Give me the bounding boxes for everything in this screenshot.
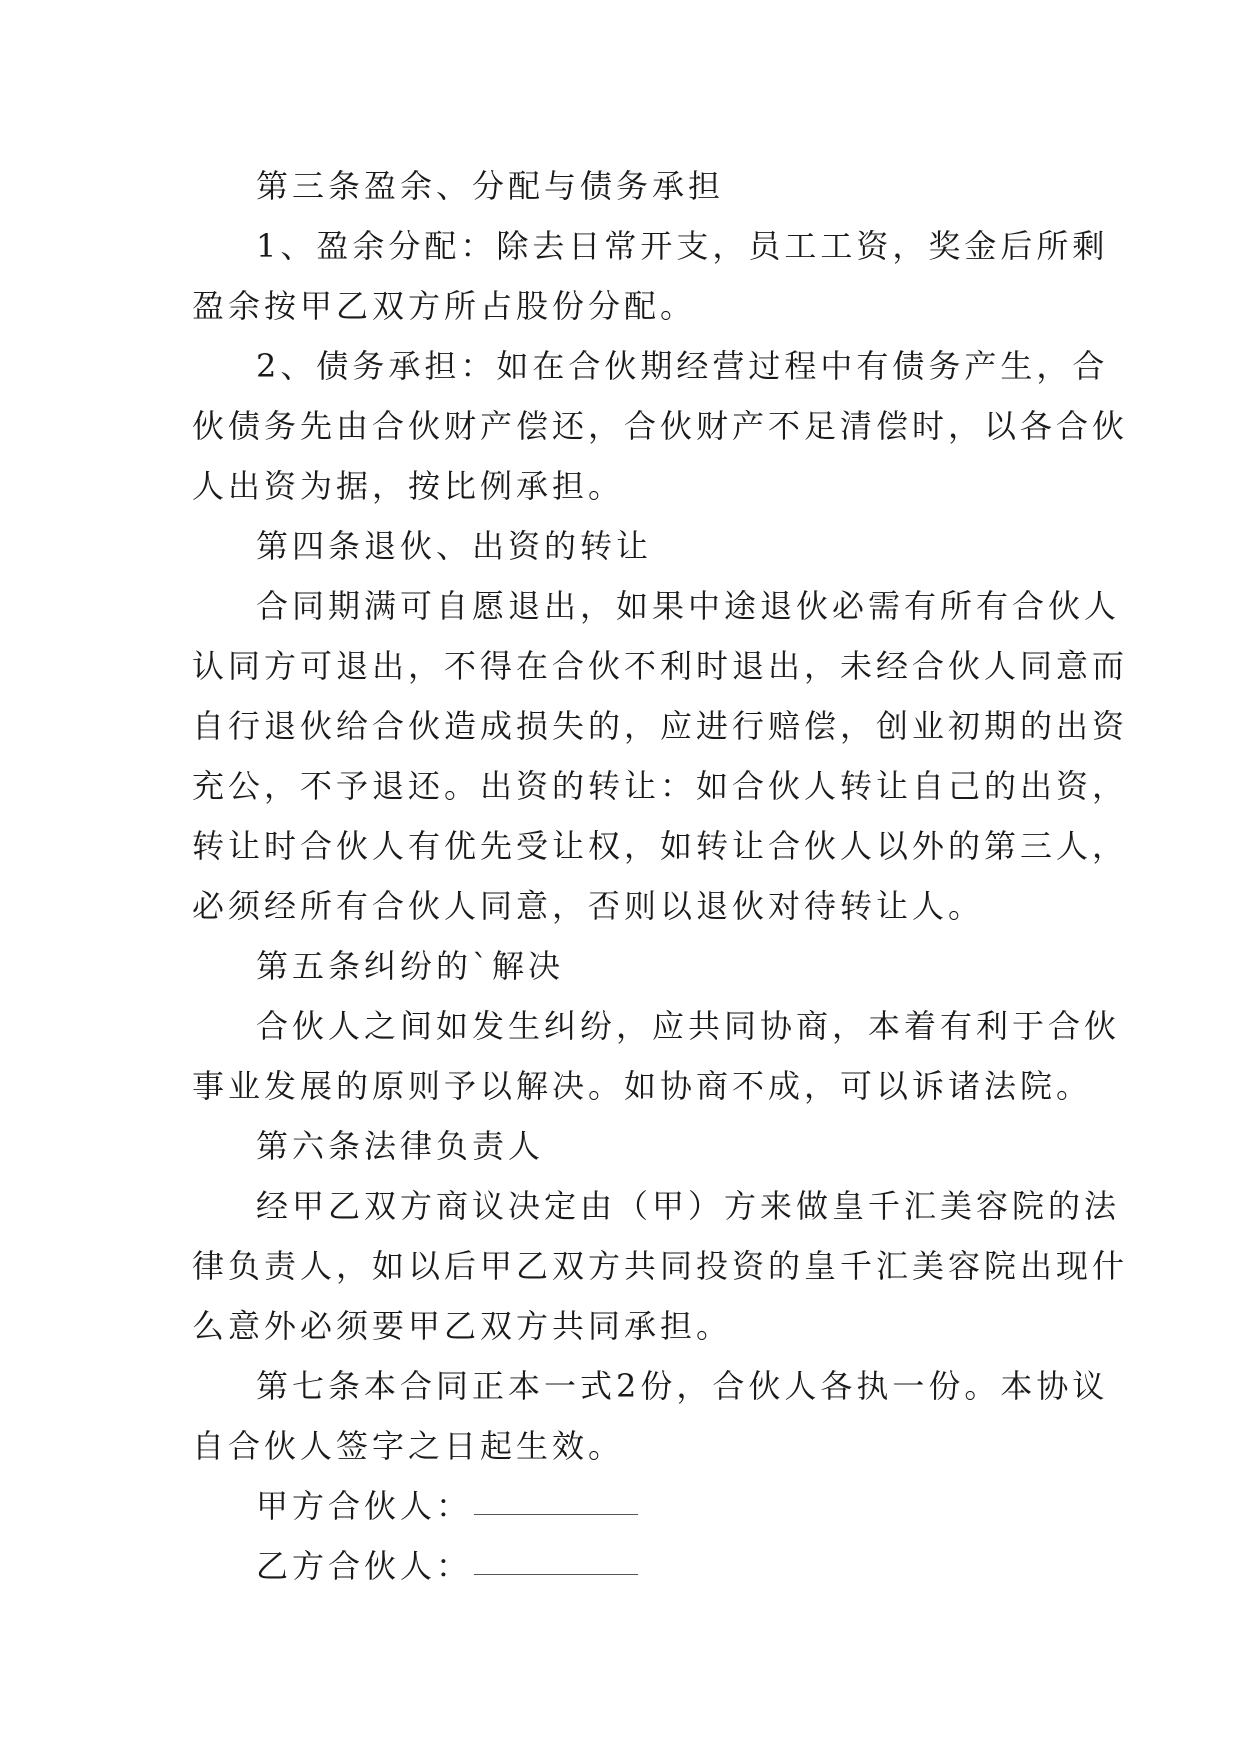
text-line: 第五条纠纷的`解决 <box>256 947 565 985</box>
document-body <box>192 156 1129 1476</box>
party-a-label: 甲方合伙人： <box>256 1487 473 1525</box>
text-line: 合同期满可自愿退出，如果中途退伙必需有所有合伙人 <box>256 587 1121 625</box>
text-line: 必须经所有合伙人同意，否则以退伙对待转让人。 <box>192 887 985 925</box>
document-page <box>192 156 1129 1596</box>
text-line: 1、盈余分配：除去日常开支，员工工资，奖金后所剩 <box>256 227 1109 265</box>
text-line: 自合伙人签字之日起生效。 <box>192 1427 625 1465</box>
text-line: 自行退伙给合伙造成损失的，应进行赔偿，创业初期的出资 <box>192 707 1129 745</box>
party-a-signature-blank[interactable] <box>474 1482 638 1515</box>
text-line: 盈余按甲乙双方所占股份分配。 <box>192 287 697 325</box>
text-line: 律负责人，如以后甲乙双方共同投资的皇千汇美容院出现什 <box>192 1247 1129 1285</box>
text-line: 2、债务承担：如在合伙期经营过程中有债务产生，合 <box>256 347 1109 385</box>
party-a-signature-row <box>192 1476 1052 1536</box>
party-b-signature-blank[interactable] <box>474 1542 638 1575</box>
text-line: 第四条退伙、出资的转让 <box>256 527 653 565</box>
text-line: 第七条本合同正本一式2份，合伙人各执一份。本协议 <box>256 1367 1109 1405</box>
text-line: 伙债务先由合伙财产偿还，合伙财产不足清偿时，以各合伙 <box>192 407 1129 445</box>
text-line: 第六条法律负责人 <box>256 1127 545 1165</box>
text-line: 第三条盈余、分配与债务承担 <box>256 167 725 205</box>
text-line: 认同方可退出，不得在合伙不利时退出，未经合伙人同意而 <box>192 647 1129 685</box>
party-b-signature-row <box>192 1536 1052 1596</box>
text-line: 事业发展的原则予以解决。如协商不成，可以诉诸法院。 <box>192 1067 1093 1105</box>
party-b-label: 乙方合伙人： <box>256 1547 473 1585</box>
text-line: 合伙人之间如发生纠纷，应共同协商，本着有利于合伙 <box>256 1007 1121 1045</box>
text-line: 么意外必须要甲乙双方共同承担。 <box>192 1307 733 1345</box>
text-line: 转让时合伙人有优先受让权，如转让合伙人以外的第三人， <box>192 827 1129 865</box>
text-line: 充公，不予退还。出资的转让：如合伙人转让自己的出资， <box>192 767 1129 805</box>
text-line: 经甲乙双方商议决定由（甲）方来做皇千汇美容院的法 <box>256 1187 1121 1225</box>
text-line: 人出资为据，按比例承担。 <box>192 467 625 505</box>
